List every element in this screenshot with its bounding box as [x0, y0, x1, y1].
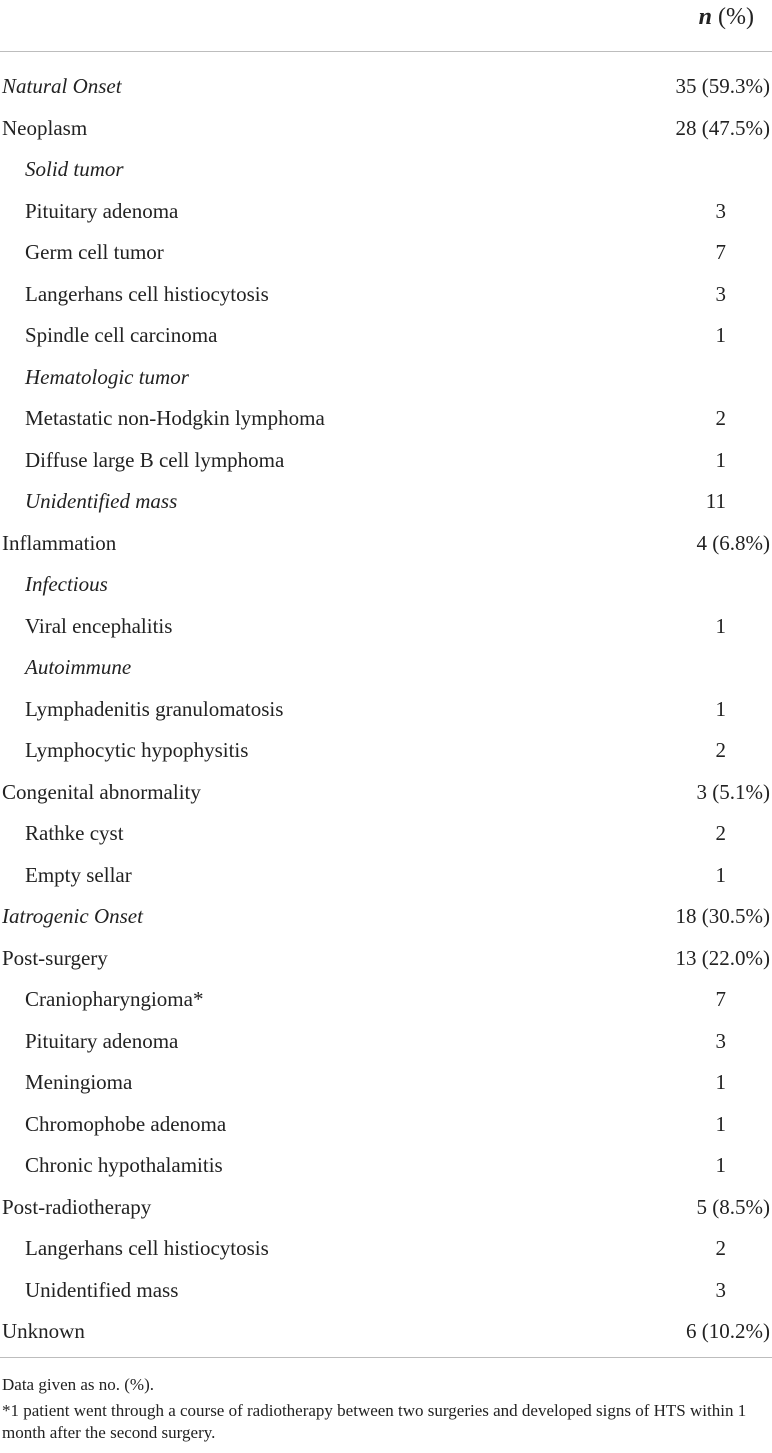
- row-value: 2: [715, 406, 726, 430]
- row-value: 11: [705, 489, 726, 513]
- row-label: Post-radiotherapy: [2, 1194, 152, 1219]
- row-label: Viral encephalitis: [25, 613, 173, 638]
- row-value: 1: [715, 447, 726, 472]
- table-row: [0, 440, 772, 482]
- row-value: 2: [715, 1236, 726, 1260]
- table-row: [0, 1187, 772, 1229]
- row-label: Congenital abnormality: [2, 779, 201, 804]
- table-bottom-rule: [0, 1357, 772, 1358]
- row-label: Inflammation: [2, 530, 117, 555]
- row-label: Post-surgery: [2, 945, 108, 970]
- row-label: Infectious: [25, 572, 108, 596]
- row-value: 4 (6.8%): [696, 530, 770, 555]
- row-value: 18 (30.5%): [675, 904, 770, 928]
- table-row: [0, 1270, 772, 1312]
- table-row: [0, 315, 772, 357]
- table-row: [0, 66, 772, 108]
- row-value: 1: [715, 696, 726, 721]
- table-row: [0, 772, 772, 814]
- row-label: Lymphadenitis granulomatosis: [25, 696, 284, 721]
- row-label: Lymphocytic hypophysitis: [25, 738, 249, 762]
- table-row: [0, 896, 772, 938]
- row-label: Rathke cyst: [25, 821, 124, 845]
- row-label: Unidentified mass: [25, 1277, 179, 1302]
- footnote-asterisk: *1 patient went through a course of radiotherapy between two surgeries and developed signs of HTS within 1 month after the second surgery.: [2, 1401, 747, 1442]
- table-row: [0, 813, 772, 855]
- table-row: [0, 1228, 772, 1270]
- row-value: 3 (5.1%): [696, 779, 770, 804]
- row-value: 1: [715, 323, 726, 347]
- row-label: Chronic hypothalamitis: [25, 1153, 223, 1177]
- row-value: 3: [715, 1028, 726, 1053]
- footnote-data-format: Data given as no. (%).: [2, 1375, 155, 1394]
- table-row: [0, 1145, 772, 1187]
- row-label: Craniopharyngioma*: [25, 987, 204, 1011]
- table-row: [0, 938, 772, 980]
- row-value: 3: [715, 1277, 726, 1302]
- row-value: 7: [715, 240, 726, 264]
- table-row: [0, 523, 772, 565]
- table-footnotes: [2, 1374, 770, 1444]
- table-row: [0, 689, 772, 731]
- table-row: [0, 1021, 772, 1063]
- row-label: Diffuse large B cell lymphoma: [25, 447, 285, 472]
- row-value: 3: [715, 198, 726, 223]
- table-row: [0, 274, 772, 316]
- row-value: 3: [715, 281, 726, 306]
- pct-label: (%): [718, 4, 754, 30]
- row-value: 6 (10.2%): [686, 1319, 770, 1343]
- row-label: Autoimmune: [25, 655, 132, 679]
- table-row: [0, 855, 772, 897]
- row-value: 2: [715, 821, 726, 845]
- row-label: Spindle cell carcinoma: [25, 323, 218, 347]
- table-row: [0, 647, 772, 689]
- row-label: Metastatic non-Hodgkin lymphoma: [25, 406, 325, 430]
- row-label: Solid tumor: [25, 157, 124, 181]
- row-label: Hematologic tumor: [25, 364, 189, 389]
- row-label: Unknown: [2, 1319, 85, 1343]
- row-label: Natural Onset: [2, 74, 122, 98]
- table-row: [0, 606, 772, 648]
- table-row: [0, 398, 772, 440]
- row-label: Meningioma: [25, 1070, 133, 1094]
- row-label: Pituitary adenoma: [25, 1028, 179, 1053]
- row-value: 35 (59.3%): [675, 74, 770, 98]
- row-value: 1: [715, 1070, 726, 1094]
- table-body: [0, 52, 772, 1353]
- table-row: [0, 191, 772, 233]
- table-row: [0, 1062, 772, 1104]
- row-label: Empty sellar: [25, 862, 132, 887]
- count-column-header: [699, 2, 754, 32]
- row-label: Pituitary adenoma: [25, 198, 179, 223]
- row-label: Langerhans cell histiocytosis: [25, 1236, 269, 1260]
- row-value: 2: [715, 738, 726, 762]
- row-label: Unidentified mass: [25, 489, 178, 513]
- row-value: 1: [715, 1153, 726, 1177]
- table-row: [0, 979, 772, 1021]
- n-label: n: [698, 4, 713, 30]
- table-row: [0, 481, 772, 523]
- table-row: [0, 1311, 772, 1353]
- row-value: 1: [715, 1111, 726, 1136]
- row-value: 1: [715, 613, 726, 638]
- table-row: [0, 232, 772, 274]
- table-row: [0, 730, 772, 772]
- table-row: [0, 108, 772, 150]
- table-row: [0, 1104, 772, 1146]
- table-row: [0, 357, 772, 399]
- row-label: Chromophobe adenoma: [25, 1111, 227, 1136]
- row-label: Langerhans cell histiocytosis: [25, 281, 269, 306]
- row-label: Germ cell tumor: [25, 240, 164, 264]
- row-label: Iatrogenic Onset: [2, 904, 143, 928]
- table-row: [0, 149, 772, 191]
- row-value: 5 (8.5%): [696, 1194, 770, 1219]
- row-label: Neoplasm: [2, 115, 88, 140]
- table-header: [0, 0, 772, 52]
- row-value: 7: [715, 987, 726, 1011]
- table-row: [0, 564, 772, 606]
- row-value: 13 (22.0%): [675, 945, 770, 970]
- row-value: 28 (47.5%): [675, 115, 770, 140]
- row-value: 1: [715, 862, 726, 887]
